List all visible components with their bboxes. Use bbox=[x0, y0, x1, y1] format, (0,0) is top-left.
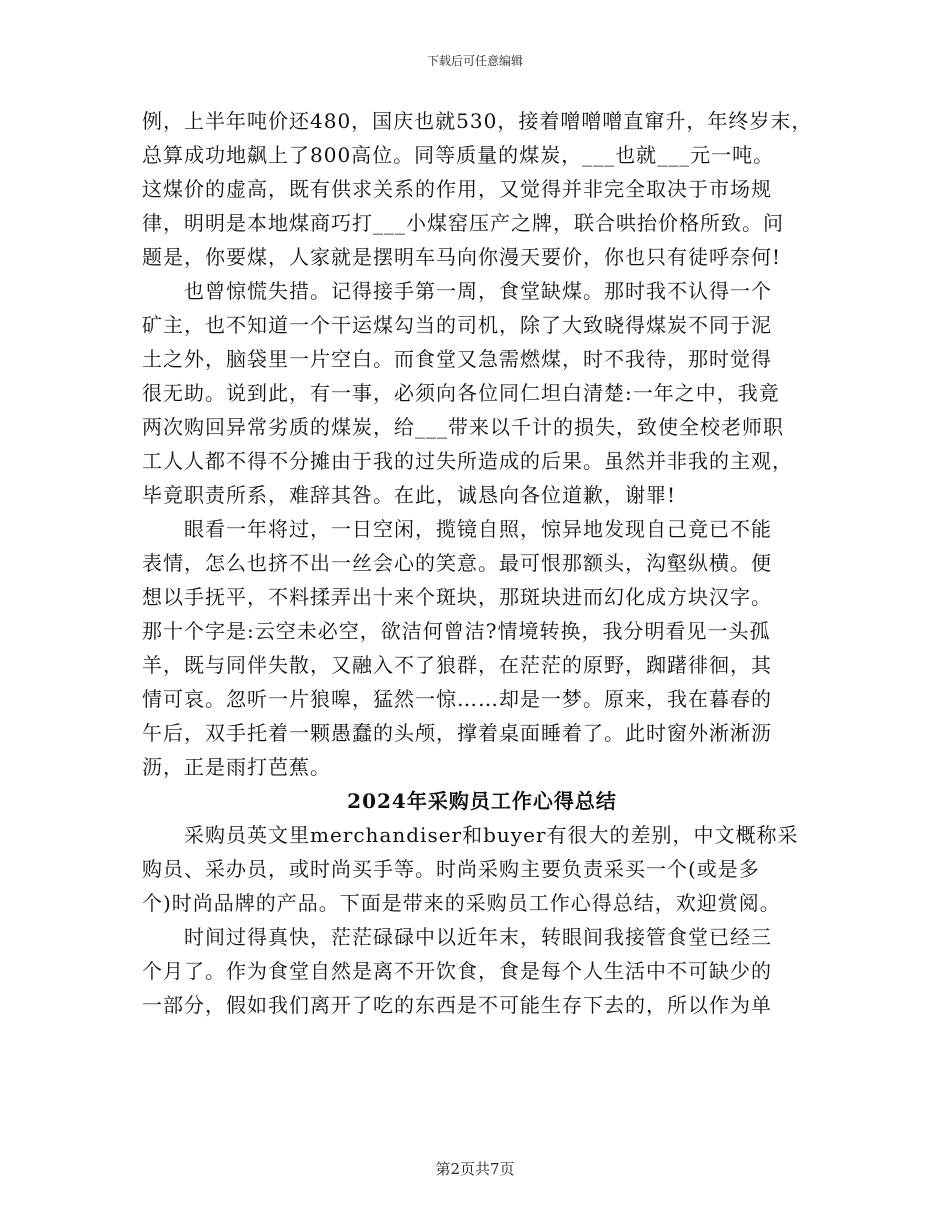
paragraph-line: 例，上半年吨价还480，国庆也就530，接着噌噌噌直窜升，年终岁末， bbox=[142, 109, 813, 133]
paragraph-line: 眼看一年将过，一日空闲，揽镜自照，惊异地发现自己竟已不能 bbox=[184, 517, 772, 541]
paragraph-line: 矿主，也不知道一个干运煤勾当的司机，除了大致晓得煤炭不同于泥 bbox=[142, 313, 772, 337]
paragraph-line: 题是，你要煤，人家就是摆明车马向你漫天要价，你也只有徒呼奈何! bbox=[142, 245, 782, 269]
page-header: 下载后可任意编辑 bbox=[426, 54, 523, 68]
paragraph-line: 律，明明是本地煤商巧打___小煤窑压产之牌，联合哄抬价格所致。问 bbox=[142, 211, 784, 235]
paragraph-line: 那十个字是:云空未必空，欲洁何曾洁?情境转换，我分明看见一头孤 bbox=[142, 619, 771, 643]
paragraph-line: 个)时尚品牌的产品。下面是带来的采购员工作心得总结，欢迎赏阅。 bbox=[142, 891, 781, 915]
paragraph-line: 两次购回异常劣质的煤炭，给___带来以千计的损失，致使全校老师职 bbox=[142, 415, 784, 439]
section-title: 2024年采购员工作心得总结 bbox=[347, 789, 617, 813]
paragraph-line: 采购员英文里merchandiser和buyer有很大的差别，中文概称采 bbox=[184, 823, 799, 847]
page-number: 第2页共7页 bbox=[435, 1160, 515, 1178]
paragraph-line: 沥，正是雨打芭蕉。 bbox=[142, 755, 331, 779]
paragraph-line: 情可哀。忽听一片狼嗥，猛然一惊……却是一梦。原来，我在暮春的 bbox=[142, 687, 772, 711]
paragraph-line: 这煤价的虚高，既有供求关系的作用，又觉得并非完全取决于市场规 bbox=[142, 177, 772, 201]
paragraph-line: 土之外，脑袋里一片空白。而食堂又急需燃煤，时不我待，那时觉得 bbox=[142, 347, 772, 371]
paragraph-line: 总算成功地飙上了800高位。同等质量的煤炭，___也就___元一吨。 bbox=[142, 143, 775, 167]
paragraph-line: 购员、采办员，或时尚买手等。时尚采购主要负责采买一个(或是多 bbox=[142, 857, 760, 881]
document-body bbox=[142, 104, 822, 1022]
paragraph-line: 表情，怎么也挤不出一丝会心的笑意。最可恨那额头，沟壑纵横。便 bbox=[142, 551, 772, 575]
paragraph-line: 毕竟职责所系，难辞其咎。在此，诚恳向各位道歉，谢罪! bbox=[142, 483, 677, 507]
paragraph-line: 午后，双手托着一颗愚蠢的头颅，撑着桌面睡着了。此时窗外淅淅沥 bbox=[142, 721, 772, 745]
paragraph-line: 个月了。作为食堂自然是离不开饮食，食是每个人生活中不可缺少的 bbox=[142, 959, 772, 983]
paragraph-line: 羊，既与同伴失散，又融入不了狼群，在茫茫的原野，踟躇徘徊，其 bbox=[142, 653, 772, 677]
paragraph-line: 工人人都不得不分摊由于我的过失所造成的后果。虽然并非我的主观， bbox=[142, 449, 793, 473]
paragraph-line: 一部分，假如我们离开了吃的东西是不可能生存下去的，所以作为单 bbox=[142, 993, 772, 1017]
paragraph-line: 也曾惊慌失措。记得接手第一周，食堂缺煤。那时我不认得一个 bbox=[184, 279, 772, 303]
paragraph-line: 很无助。说到此，有一事，必须向各位同仁坦白清楚:一年之中，我竟 bbox=[142, 381, 780, 405]
paragraph-line: 想以手抚平，不料揉弄出十来个斑块，那斑块进而幻化成方块汉字。 bbox=[142, 585, 772, 609]
paragraph-line: 时间过得真快，茫茫碌碌中以近年末，转眼间我接管食堂已经三 bbox=[184, 925, 772, 949]
